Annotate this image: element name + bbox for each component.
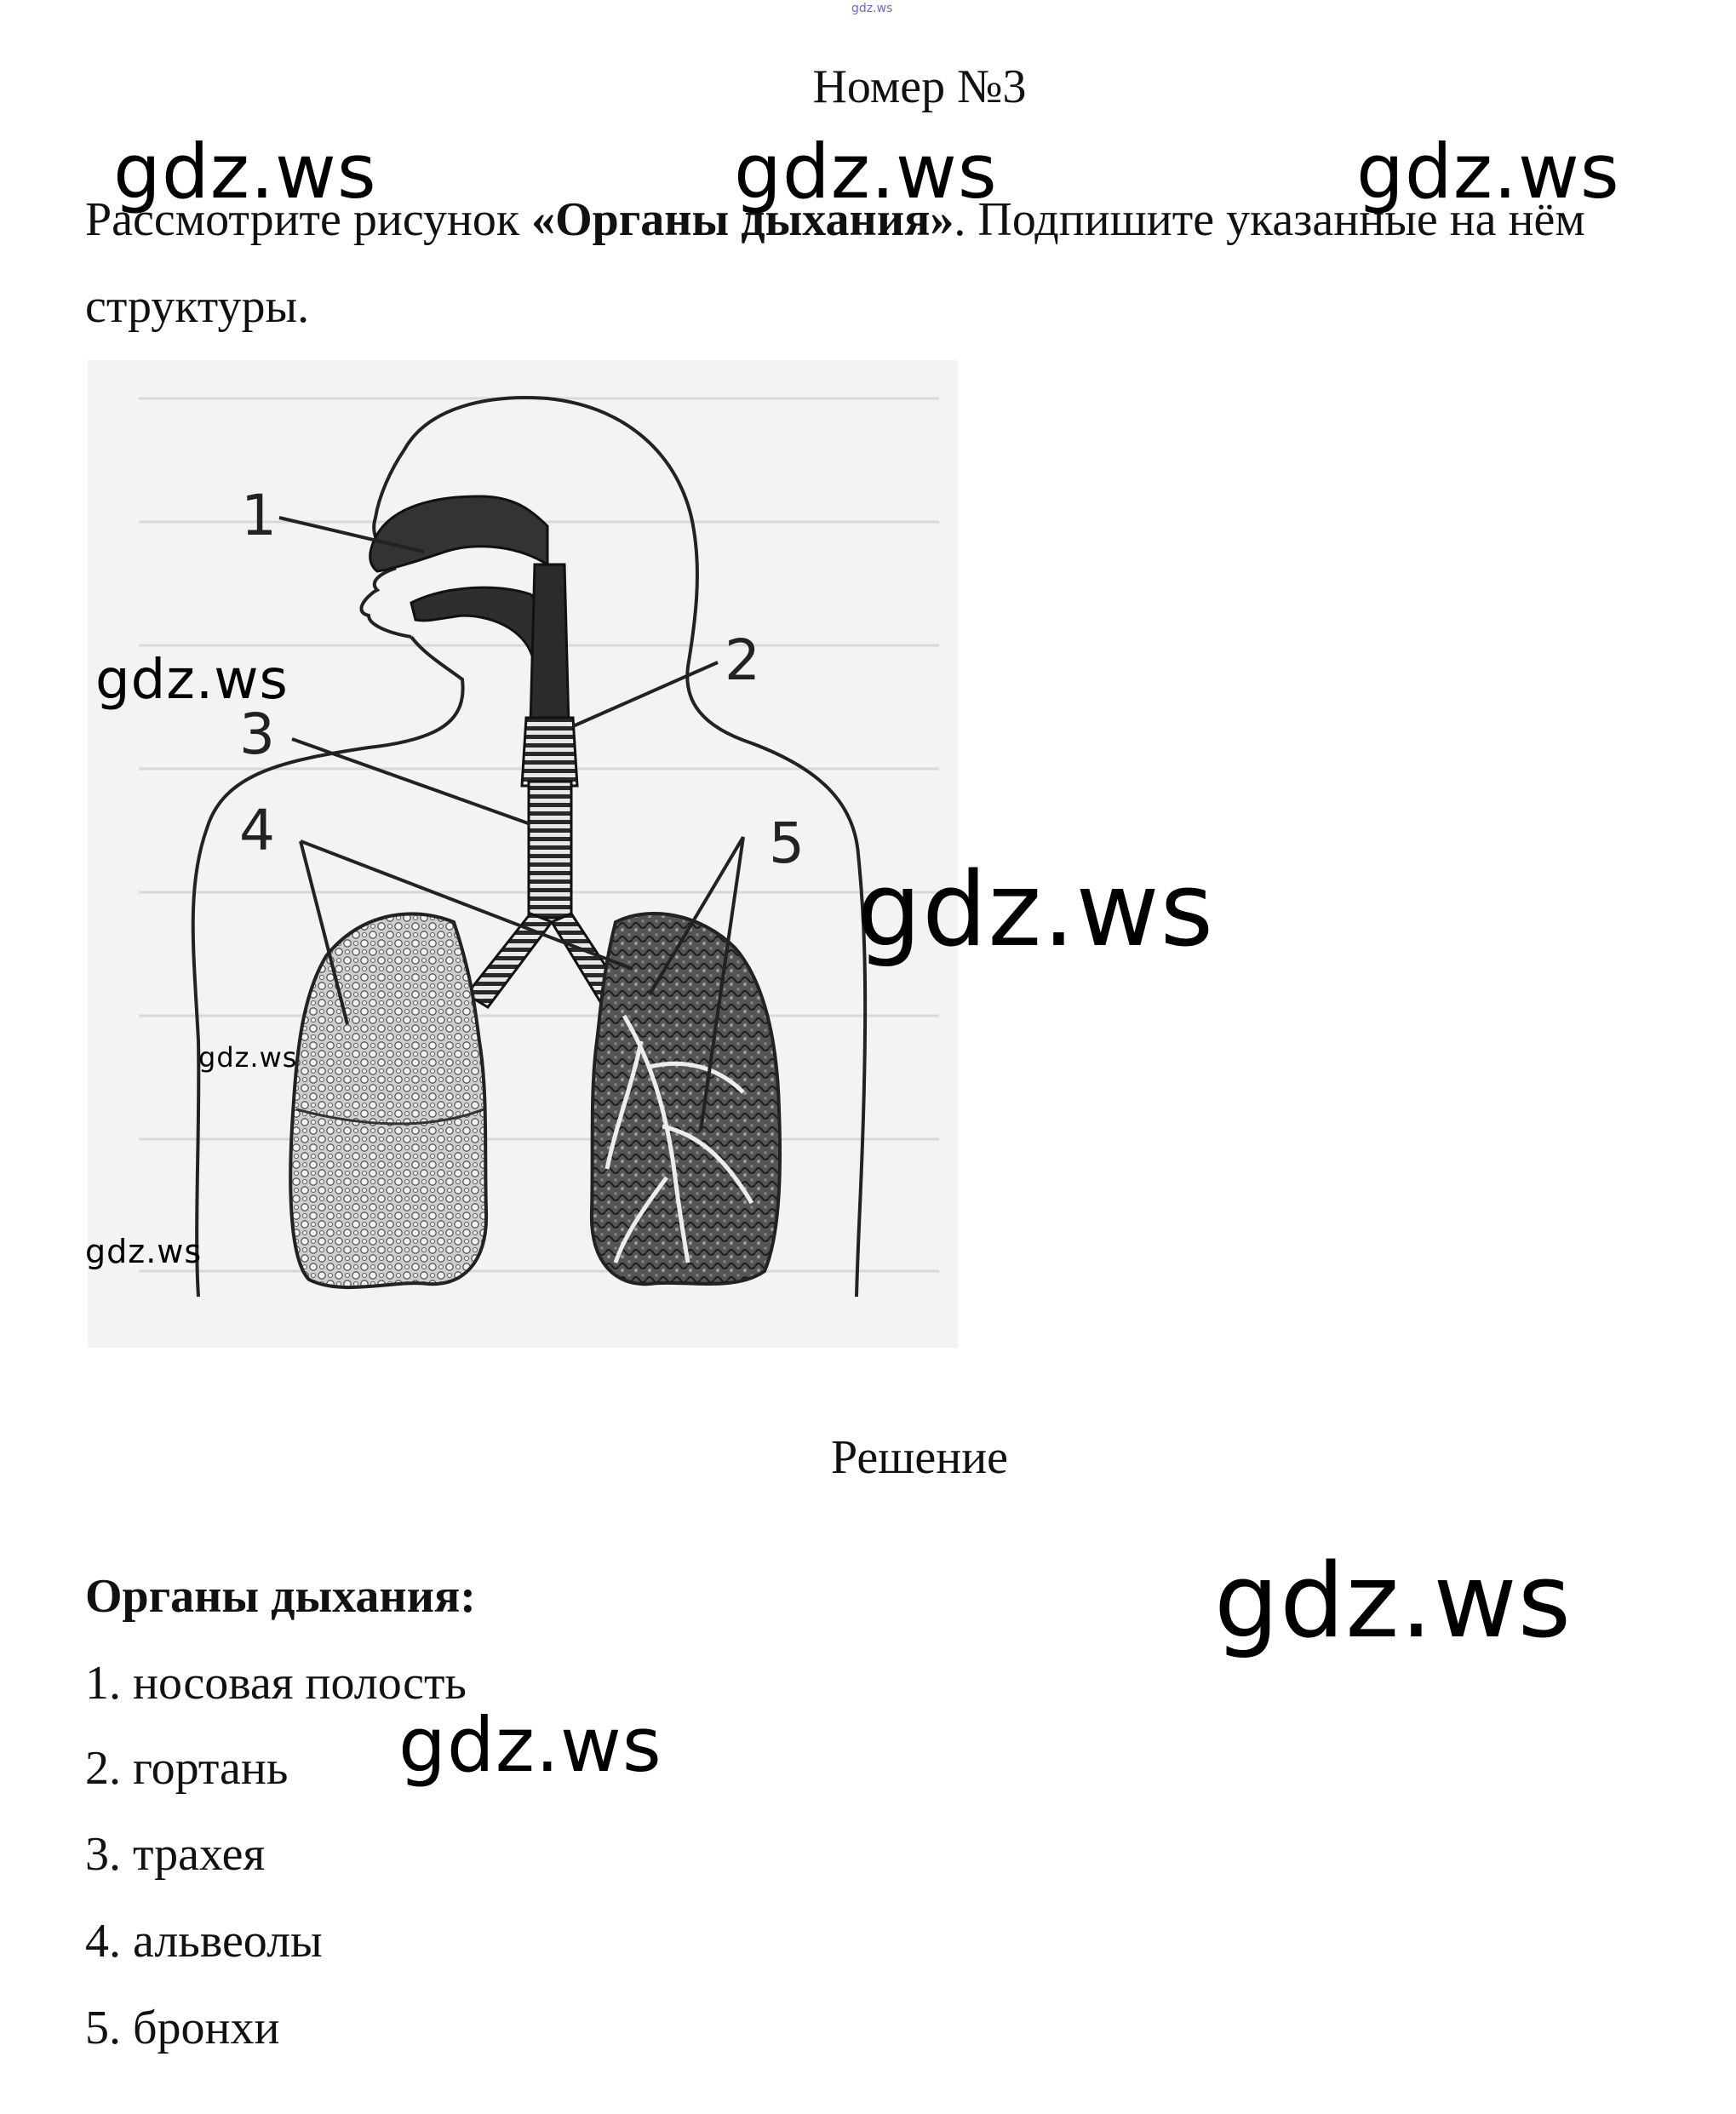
page-title: Номер №3 [812,60,1027,113]
watermark: gdz.ws [95,649,289,712]
answer-item-5: 5. бронхи [85,2002,280,2054]
watermark: gdz.ws [1356,128,1620,215]
right-lung-shape [592,914,780,1284]
watermark: gdz.ws [398,1701,662,1789]
figure-label-2: 2 [725,627,760,693]
watermark: gdz.ws [113,128,377,215]
larynx-shape [522,718,577,786]
watermark: gdz.ws [85,1233,203,1270]
pharynx-shape [530,564,569,726]
figure-label-3: 3 [239,702,275,767]
trachea-shape [529,782,571,918]
watermark: gdz.ws [1214,1543,1573,1661]
respiratory-organs-figure [88,360,958,1348]
watermark: gdz.ws [198,1041,298,1074]
task-prefix: Рассмотрите рисунок [85,193,532,246]
solution-heading: Решение [830,1431,1009,1484]
watermark: gdz.ws [734,128,998,215]
answer-item-1: 1. носовая полость [85,1657,467,1710]
left-lung-shape [290,914,486,1287]
task-bold-title: «Органы дыхания» [531,193,954,246]
figure-label-4: 4 [239,798,275,863]
tiny-watermark: gdz.ws [851,2,893,15]
watermark: gdz.ws [857,851,1215,970]
task-suffix: . Подпишите указанные на нём [954,193,1585,246]
answer-item-4: 4. альвеолы [85,1915,323,1968]
figure-label-1: 1 [241,483,277,548]
answer-item-3: 3. трахея [85,1828,266,1881]
answer-item-2: 2. гортань [85,1742,289,1795]
figure-label-5: 5 [769,811,805,876]
answer-title: Органы дыхания: [85,1570,476,1623]
task-text-line-2: структуры. [85,280,310,333]
